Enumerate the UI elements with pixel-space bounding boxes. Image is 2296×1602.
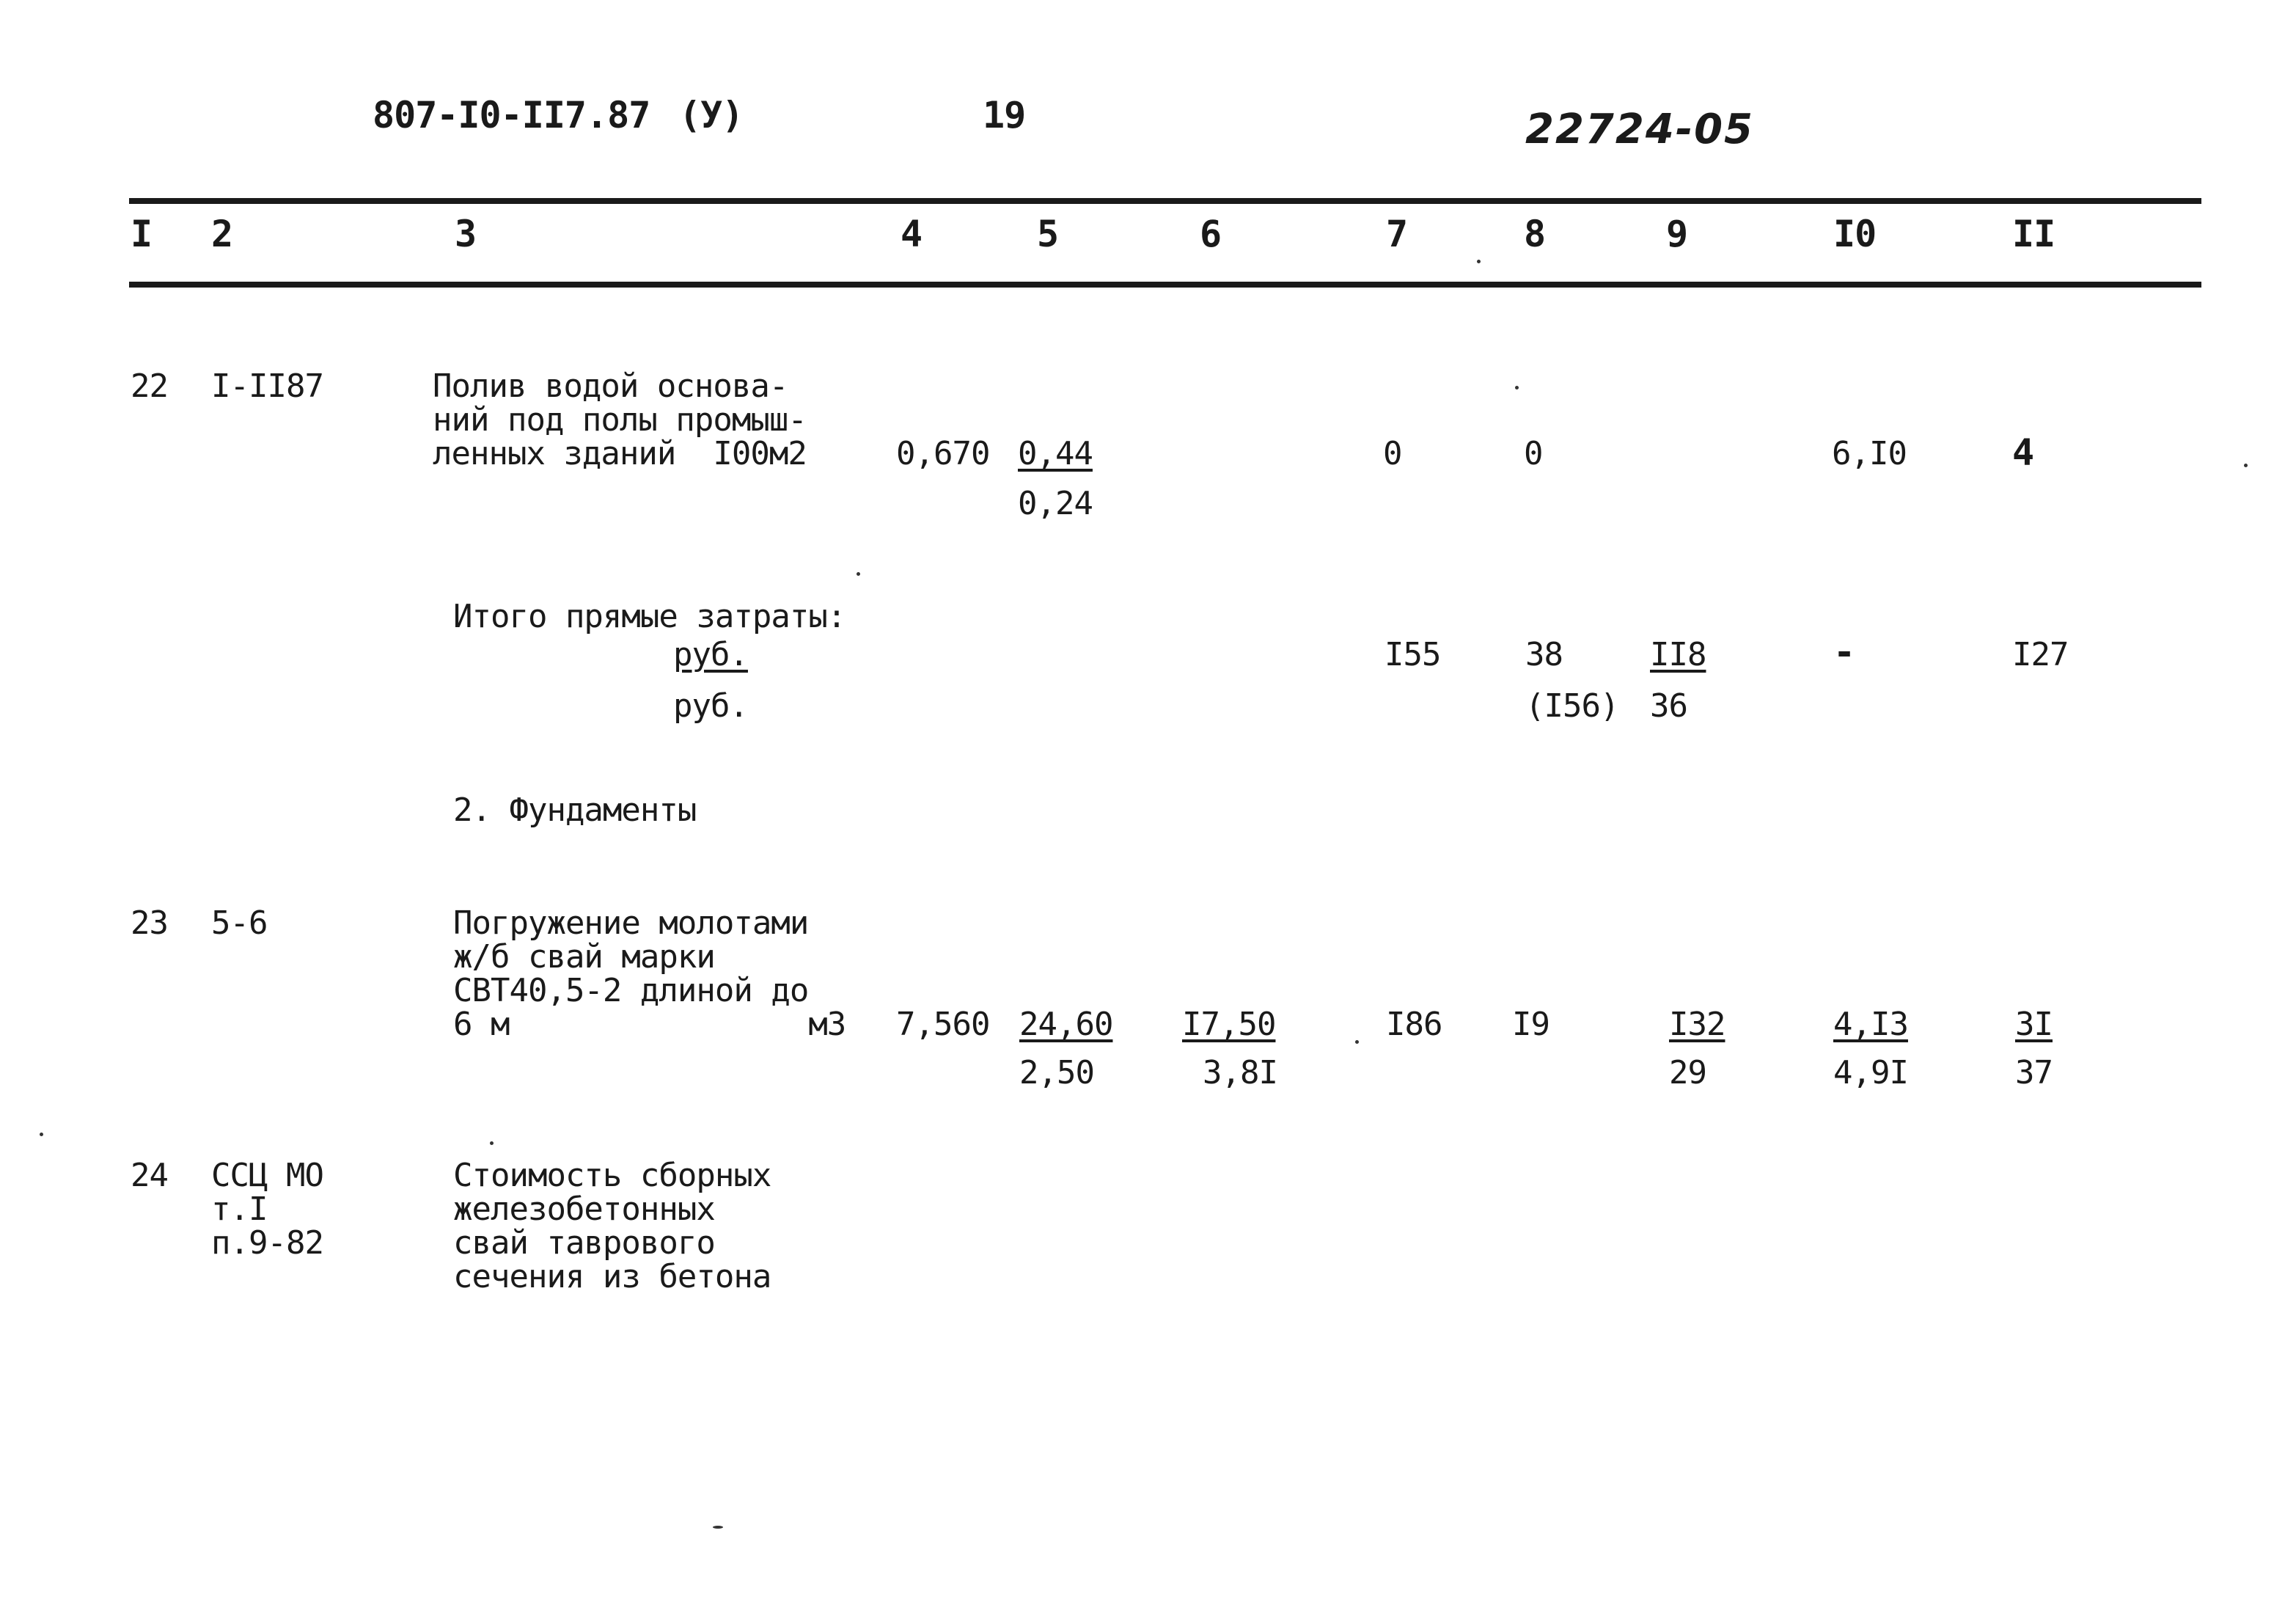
- column-header: 2: [211, 213, 233, 255]
- row-description-line: ленных зданий I00м2: [433, 435, 807, 472]
- scan-speck: [2244, 464, 2248, 467]
- row-description-line: Стоимость сборных: [453, 1157, 771, 1194]
- wages-cell: 0: [1524, 435, 1543, 472]
- labor-cell: 6,I0: [1832, 435, 1907, 472]
- row-description-line: ж/б свай марки: [453, 938, 715, 976]
- labor-total-cell: I27: [2012, 636, 2069, 673]
- column-header: 6: [1200, 213, 1222, 255]
- doc-code: 807-I0-II7.87: [373, 94, 650, 136]
- scan-speck: [713, 1526, 723, 1529]
- row-description-line: СВТ40,5-2 длиной до: [453, 972, 809, 1009]
- labor-bottom: 4,9I: [1833, 1054, 1908, 1091]
- row-number: 23: [131, 904, 168, 942]
- machines-top: I32: [1669, 1006, 1725, 1043]
- unit-cost-bottom: 2,50: [1019, 1054, 1094, 1091]
- column-header: 9: [1666, 213, 1688, 255]
- row-code-line: т.I: [211, 1190, 268, 1228]
- scan-speck: [1477, 260, 1481, 263]
- unit-cost-bottom: 0,24: [1018, 485, 1093, 522]
- labor-total-top: 3I: [2015, 1006, 2053, 1043]
- total-cost-cell: I55: [1384, 636, 1441, 673]
- row-description-line: сечения из бетона: [453, 1258, 771, 1295]
- row-description-line: Полив водой основа-: [433, 367, 788, 405]
- row-code-line: ССЦ МО: [211, 1157, 323, 1194]
- row-number: 22: [131, 367, 168, 405]
- scan-speck: [490, 1141, 494, 1145]
- column-header: 7: [1386, 213, 1408, 255]
- column-header: 5: [1037, 213, 1059, 255]
- row-description-line: свай таврового: [453, 1224, 715, 1262]
- wage-cost-top: I7,50: [1182, 1006, 1276, 1043]
- table-header-bottom-rule: [129, 282, 2201, 288]
- scan-speck: [857, 572, 860, 576]
- scan-speck: [1355, 1040, 1359, 1044]
- doc-marker: (У): [679, 94, 744, 136]
- scan-speck: [1515, 386, 1519, 389]
- row-description-line: железобетонных: [453, 1190, 715, 1228]
- wages-cell: I9: [1512, 1006, 1549, 1043]
- row-code: 5-6: [211, 904, 268, 942]
- row-description-line: Погружение молотами: [453, 904, 809, 942]
- labor-cell: -: [1833, 631, 1855, 673]
- row-description-line: ний под полы промыш-: [433, 401, 807, 439]
- column-header: 3: [455, 213, 477, 255]
- labor-top: 4,I3: [1833, 1006, 1908, 1043]
- row-code-line: п.9-82: [211, 1224, 323, 1262]
- total-unit: руб.: [673, 636, 748, 673]
- wages-cell-bottom: (I56): [1525, 687, 1619, 725]
- column-header: 4: [901, 213, 923, 255]
- total-cost-cell: 0: [1383, 435, 1402, 472]
- total-title: Итого прямые затраты:: [453, 598, 846, 635]
- total-unit: руб.: [673, 687, 748, 725]
- row-number: 24: [131, 1157, 168, 1194]
- column-header: I0: [1833, 213, 1877, 255]
- wages-cell: 38: [1525, 636, 1563, 673]
- labor-total-bottom: 37: [2015, 1054, 2053, 1091]
- table-top-rule: [129, 198, 2201, 204]
- row-description-line: 6 м м3: [453, 1006, 846, 1043]
- machines-bottom: 29: [1669, 1054, 1706, 1091]
- column-header: 8: [1524, 213, 1546, 255]
- labor-total-cell: 4: [2012, 431, 2034, 474]
- scan-speck: [40, 1133, 43, 1136]
- page-number: 19: [983, 94, 1026, 136]
- column-header: II: [2012, 213, 2055, 255]
- total-cost-cell: I86: [1386, 1006, 1442, 1043]
- unit-cost-top: 24,60: [1019, 1006, 1113, 1043]
- quantity-cell: 7,560: [896, 1006, 990, 1043]
- unit-cost-top: 0,44: [1018, 435, 1093, 472]
- wage-cost-bottom: 3,8I: [1203, 1054, 1277, 1091]
- machines-bottom: 36: [1650, 687, 1687, 725]
- column-header: I: [131, 213, 153, 255]
- section-title: 2. Фундаменты: [453, 791, 697, 829]
- machines-top: II8: [1650, 636, 1706, 673]
- row-code: I-II87: [211, 367, 323, 405]
- quantity-cell: 0,670: [896, 435, 990, 472]
- archive-number: 22724-05: [1525, 106, 1754, 153]
